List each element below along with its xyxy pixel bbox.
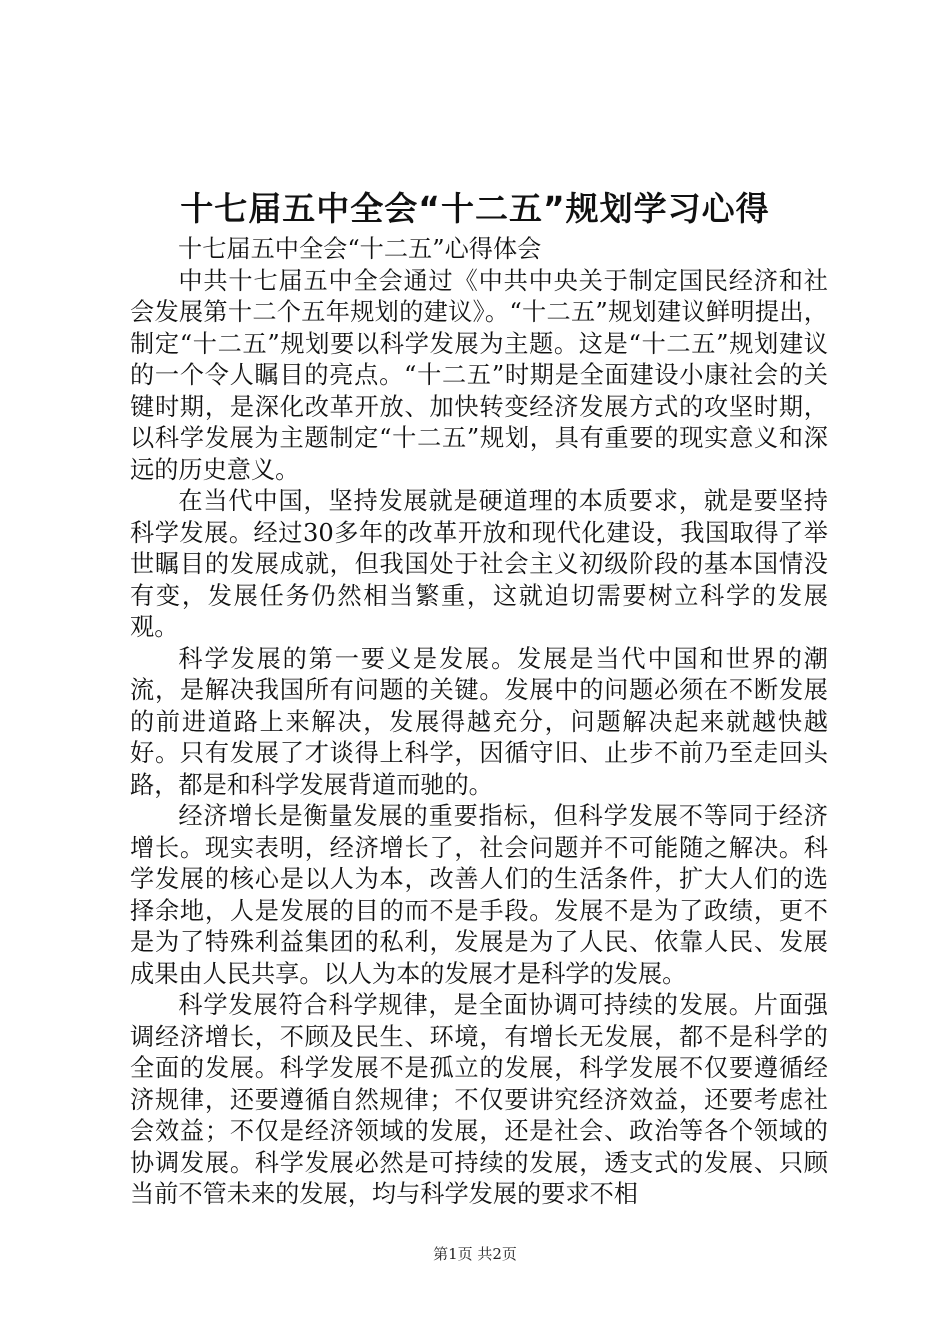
document-body [130,234,828,1211]
document-title: 十七届五中全会“十二五”规划学习心得 [180,189,770,228]
paragraph-1: 中共十七届五中全会通过《中共中央关于制定国民经济和社会发展第十二个五年规划的建议》。“十二五”规划建议鲜明提出，制定“十二五”规划要以科学发展为主题。这是“十二五”规划建议的一个令人瞩目的亮点。“十二五”时期是全面建设小康社会的关键时期，是深化改革开放、加快转变经济发展方式的攻坚时期，以科学发展为主题制定“十二五”规划，具有重要的现实意义和深远的历史意义。 [130,266,828,484]
document-subtitle: 十七届五中全会“十二五”心得体会 [178,235,542,263]
page-footer: 第1页 共2页 [433,1245,517,1263]
paragraph-5: 科学发展符合科学规律，是全面协调可持续的发展。片面强调经济增长，不顾及民生、环境，有增长无发展，都不是科学的全面的发展。科学发展不是孤立的发展，科学发展不仅要遵循经济规律，还要遵循自然规律；不仅要讲究经济效益，还要考虑社会效益；不仅是经济领域的发展，还是社会、政治等各个领域的协调发展。科学发展必然是可持续的发展，透支式的发展、只顾当前不管未来的发展，均与科学发展的要求不相 [130,991,828,1208]
paragraph-3: 科学发展的第一要义是发展。发展是当代中国和世界的潮流，是解决我国所有问题的关键。发展中的问题必须在不断发展的前进道路上来解决，发展得越充分，问题解决起来就越快越好。只有发展了才谈得上科学，因循守旧、止步不前乃至走回头路，都是和科学发展背道而驰的。 [130,644,828,799]
paragraph-4: 经济增长是衡量发展的重要指标，但科学发展不等同于经济增长。现实表明，经济增长了，社会问题并不可能随之解决。科学发展的核心是以人为本，改善人们的生活条件，扩大人们的选择余地，人是发展的目的而不是手段。发展不是为了政绩，更不是为了特殊利益集团的私利，发展是为了人民、依靠人民、发展成果由人民共享。以人为本的发展才是科学的发展。 [130,802,828,988]
paragraph-2: 在当代中国，坚持发展就是硬道理的本质要求，就是要坚持科学发展。经过30多年的改革开放和现代化建设，我国取得了举世瞩目的发展成就，但我国处于社会主义初级阶段的基本国情没有变，发展任务仍然相当繁重，这就迫切需要树立科学的发展观。 [130,487,828,641]
